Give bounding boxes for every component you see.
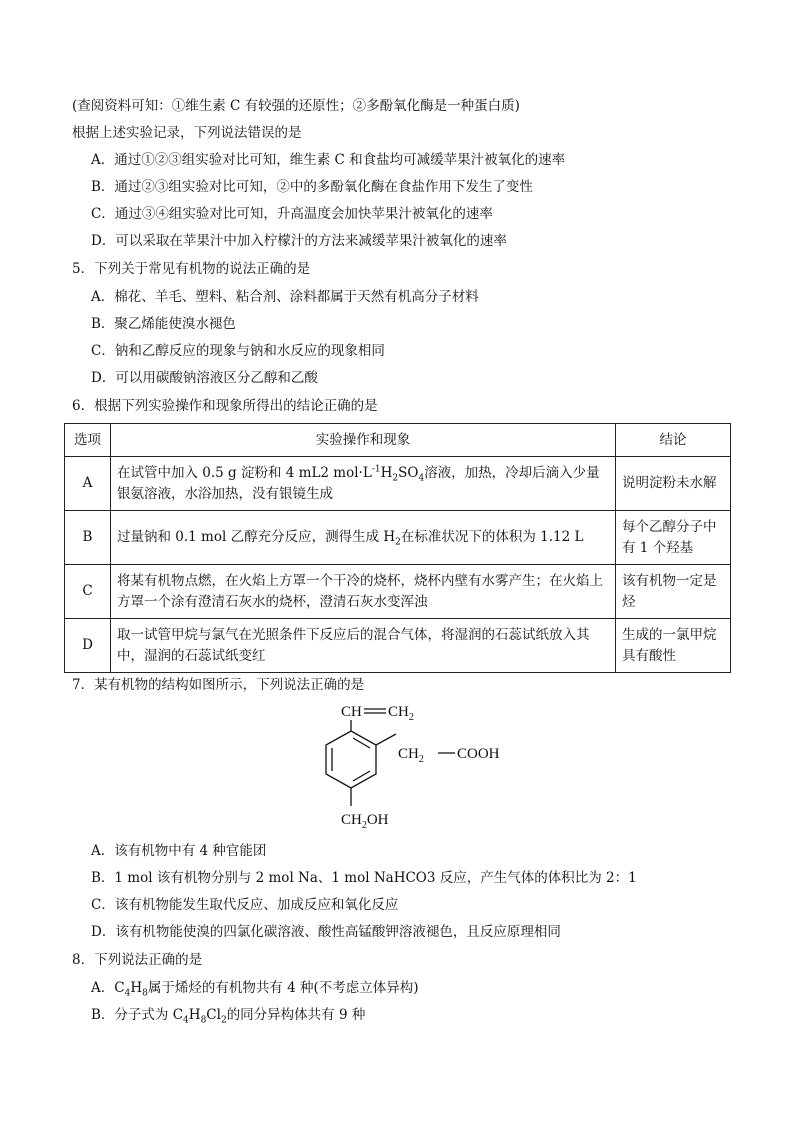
q6-stem: 6．根据下列实验操作和现象所得出的结论正确的是 — [72, 398, 378, 414]
table-row — [65, 565, 731, 619]
structural-formula-diagram — [300, 698, 515, 833]
q5-option-d: D．可以用碳酸钠溶液区分乙醇和乙酸 — [91, 370, 318, 386]
q7-option-d: D．该有机物能使溴的四氯化碳溶液、酸性高锰酸钾溶液褪色，且反应原理相同 — [91, 924, 561, 940]
bond-right — [376, 734, 396, 745]
row-option: D — [65, 619, 111, 673]
table-row — [65, 457, 731, 511]
q7-stem: 7．某有机物的结构如图所示，下列说法正确的是 — [72, 677, 365, 693]
row-operation: 在试管中加入 0.5 g 淀粉和 4 mL2 $mol\cdot L^{-1}H_2SO_4$溶液，加热，冷却后滴入少量银氨溶液，水浴加热，没有银镜生成 — [111, 457, 616, 511]
intro-option-c: C．通过③④组实验对比可知，升高温度会加快苹果汁被氧化的速率 — [91, 206, 493, 222]
q5-option-c: C．钠和乙醇反应的现象与钠和水反应的现象相同 — [91, 343, 385, 359]
benzene-ring — [326, 731, 376, 788]
q7-option-c: C．该有机物能发生取代反应、加成反应和氧化反应 — [91, 897, 399, 913]
table-row — [65, 511, 731, 565]
table-row — [65, 619, 731, 673]
header-operation: 实验操作和现象 — [111, 424, 616, 457]
q7-option-a: A．该有机物中有 4 种官能团 — [91, 843, 267, 859]
row-conclusion: 每个乙醇分子中有 1 个羟基 — [616, 511, 731, 565]
intro-option-d: D．可以采取在苹果汁中加入柠檬汁的方法来减缓苹果汁被氧化的速率 — [91, 233, 507, 249]
header-option: 选项 — [65, 424, 111, 457]
row-conclusion: 说明淀粉未水解 — [616, 457, 731, 511]
q5-option-b: B．聚乙烯能使溴水褪色 — [91, 316, 236, 332]
label-vinyl-ch2: $CH_2$ — [388, 704, 414, 723]
row-option: A — [65, 457, 111, 511]
row-operation: 将某有机物点燃，在火焰上方罩一个干冷的烧杯，烧杯内壁有水雾产生；在火焰上方罩一个涂有澄清石灰水的烧杯，澄清石灰水变浑浊 — [111, 565, 616, 619]
reference-note: (查阅资料可知：①维生素 C 有较强的还原性；②多酚氧化酶是一种蛋白质) — [72, 98, 520, 114]
q8-option-a: A．$C_4H_8$属于烯烃的有机物共有 4 种(不考虑立体异构) — [91, 980, 419, 999]
experiment-table — [64, 423, 731, 673]
row-operation: 过量钠和 0.1 mol 乙醇充分反应，测得生成 $H_2$在标准状况下的体积为 1.12 L — [111, 511, 616, 565]
row-option: B — [65, 511, 111, 565]
row-option: C — [65, 565, 111, 619]
q5-stem: 5．下列关于常见有机物的说法正确的是 — [72, 261, 311, 277]
intro-option-a: A．通过①②③组实验对比可知，维生素 C 和食盐均可减缓苹果汁被氧化的速率 — [91, 152, 566, 168]
q8-stem: 8．下列说法正确的是 — [72, 952, 203, 968]
row-operation: 取一试管甲烷与氯气在光照条件下反应后的混合气体，将湿润的石蕊试纸放入其中，湿润的石蕊试纸变红 — [111, 619, 616, 673]
q8-option-b: B．分子式为 $C_4H_8Cl_2$的同分异构体共有 9 种 — [91, 1007, 366, 1026]
row-conclusion: 该有机物一定是烃 — [616, 565, 731, 619]
intro-option-b: B．通过②③组实验对比可知，②中的多酚氧化酶在食盐作用下发生了变性 — [91, 179, 533, 195]
row-conclusion: 生成的一氯甲烷具有酸性 — [616, 619, 731, 673]
label-ch2: $CH_2$ — [398, 746, 424, 765]
label-ch2oh: $CH_2OH$ — [341, 812, 389, 831]
label-vinyl-ch: CH — [341, 704, 362, 720]
question-prompt: 根据上述实验记录，下列说法错误的是 — [72, 125, 302, 141]
q7-option-b: B．1 mol 该有机物分别与 2 mol Na、1 mol NaHCO3 反应，产生气体的体积比为 2：1 — [91, 870, 637, 886]
table-header-row — [65, 424, 731, 457]
header-conclusion: 结论 — [616, 424, 731, 457]
q5-option-a: A．棉花、羊毛、塑料、粘合剂、涂料都属于天然有机高分子材料 — [91, 289, 479, 305]
label-cooh: COOH — [457, 746, 500, 762]
